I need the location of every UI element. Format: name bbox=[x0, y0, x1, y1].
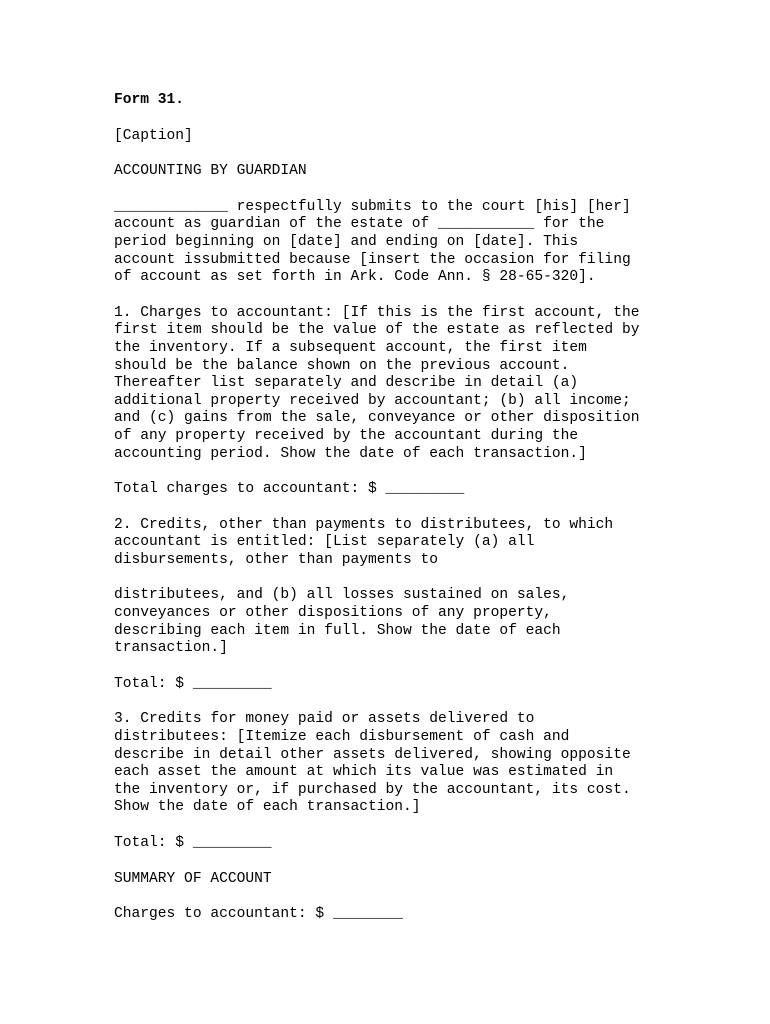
document-heading: ACCOUNTING BY GUARDIAN bbox=[114, 163, 307, 180]
total-distributions-line: Total: $ _________ bbox=[114, 835, 272, 851]
total-credits-line: Total: $ _________ bbox=[114, 675, 272, 692]
form-title: Form 31. bbox=[114, 92, 185, 108]
section-1-charges: 1. Charges to accountant: [If this is the first account, the first item should be the value of the estate as reflected by the inventory. If a subsequent account, the first item should be the balance shown on the previous account. Thereafter list separately and describe in detail (a) additional property received by accountant; (b) all income; and (c) gains from the sale, conveyance or other disposition of any property received by the accountant during the accounting period. Show the date of each transaction.] bbox=[114, 304, 640, 462]
total-charges-line: Total charges to accountant: $ _________ bbox=[114, 481, 465, 498]
document-page bbox=[114, 92, 714, 942]
intro-paragraph: _____________ respectfully submits to the court [his] [her] account as guardian of the estate of ___________ for the period beginning on [date] and ending on [date]. This account issubmitted because [insert the occasion for filing of account as set forth in Ark. Code Ann. § 28-65-320]. bbox=[114, 198, 631, 286]
caption: [Caption] bbox=[114, 127, 193, 144]
section-2-credits-part1: 2. Credits, other than payments to distributees, to which accountant is entitled: [List separately (a) all disbursements, other than payments to bbox=[114, 516, 614, 568]
section-2-credits-part2: distributees, and (b) all losses sustained on sales, conveyances or other dispositions of any property, describing each item in full. Show the date of each transaction.] bbox=[114, 587, 570, 657]
section-3-distributions: 3. Credits for money paid or assets delivered to distributees: [Itemize each disbursement of cash and describe in detail other assets delivered, showing opposite each asset the amount at which its value was estimated in the inventory or, if purchased by the accountant, its cost. Show the date of each transaction.] bbox=[114, 711, 631, 816]
summary-heading: SUMMARY OF ACCOUNT bbox=[114, 870, 272, 887]
summary-charges-line: Charges to accountant: $ ________ bbox=[114, 906, 404, 923]
